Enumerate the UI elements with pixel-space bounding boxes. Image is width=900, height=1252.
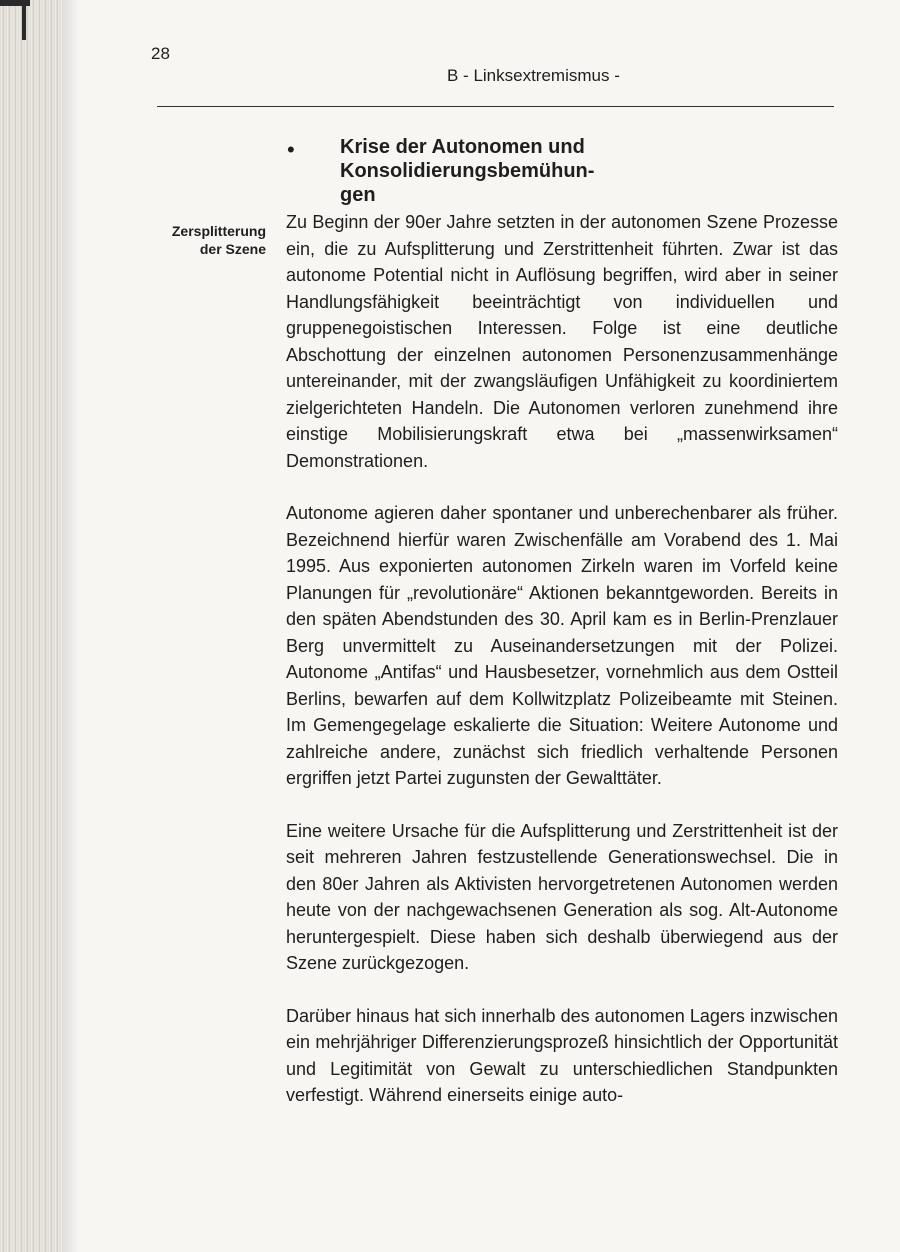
paragraph-2: Autonome agieren daher spontaner und unberechenbarer als früher. Bezeichnend hierfür waren Zwischenfälle am Vorabend des 1. Mai 1995. Aus exponierten autonomen Zirkeln waren im Vorfeld keine Planungen für „revolutionäre“ Aktionen bekanntgeworden. Bereits in den späten Abendstunden des 30. April kam es in Berlin-Prenzlauer Berg unvermittelt zu Auseinandersetzungen mit der Polizei. Autonome „Antifas“ und Hausbesetzer, vornehmlich aus dem Ostteil Berlins, bewarfen auf dem Kollwitzplatz Polizeibeamte mit Steinen. Im Gemengegelage eskalierte die Situation: Weitere Autonome und zahlreiche andere, zunächst sich friedlich verhaltende Personen ergriffen jetzt Partei zugunsten der Gewalttäter. — [286, 503, 838, 788]
body-text — [286, 209, 838, 1109]
corner-mark — [0, 0, 30, 40]
margin-note-line-2: der Szene — [199, 241, 266, 257]
page-number: 28 — [151, 44, 170, 63]
section-heading-line-2: gen — [340, 184, 376, 206]
header-rule — [157, 106, 834, 107]
paragraph-1: Zu Beginn der 90er Jahre setzten in der autonomen Szene Prozesse ein, die zu Aufsplitterung und Zerstrittenheit führten. Zwar ist das autonome Potential nicht in Auflösung begriffen, wird aber in seiner Handlungsfähigkeit beeinträchtigt von individuellen und gruppenegoistischen Interessen. Folge ist eine deutliche Abschottung der einzelnen autonomen Personenzusammenhänge untereinander, mit der zwangsläufigen Unfähigkeit zu koordiniertem zielgerichteten Handeln. Die Autonomen verloren zunehmend ihre einstige Mobilisierungskraft etwa bei „massenwirksamen“ Demonstrationen. — [286, 212, 838, 471]
margin-note — [148, 222, 266, 258]
binding-shadow — [62, 0, 80, 1252]
margin-note-line-1: Zersplitterung — [171, 223, 266, 239]
bullet-icon: • — [287, 137, 295, 162]
paragraph-4: Darüber hinaus hat sich innerhalb des autonomen Lagers inzwischen ein mehrjähriger Differenzierungsprozeß hinsichtlich der Opportunität und Legitimität von Gewalt zu unterschiedlichen Standpunkten verfestigt. Während einerseits einige auto- — [286, 1005, 838, 1105]
page-binding-edge — [0, 0, 62, 1252]
paragraph-3: Eine weitere Ursache für die Aufsplitterung und Zerstrittenheit ist der seit mehreren Jahren festzustellende Generationswechsel. Die in den 80er Jahren als Aktivisten hervorgetretenen Autonomen werden heute von der nachgewachsenen Generation als sog. Alt-Autonome heruntergespielt. Diese haben sich deshalb überwiegend aus der Szene zurückgezogen. — [286, 820, 838, 973]
section-heading-line-1: Krise der Autonomen und Konsolidierungsbemühun- — [340, 136, 595, 182]
section-heading — [340, 135, 840, 207]
running-head: B - Linksextremismus - — [447, 66, 620, 85]
